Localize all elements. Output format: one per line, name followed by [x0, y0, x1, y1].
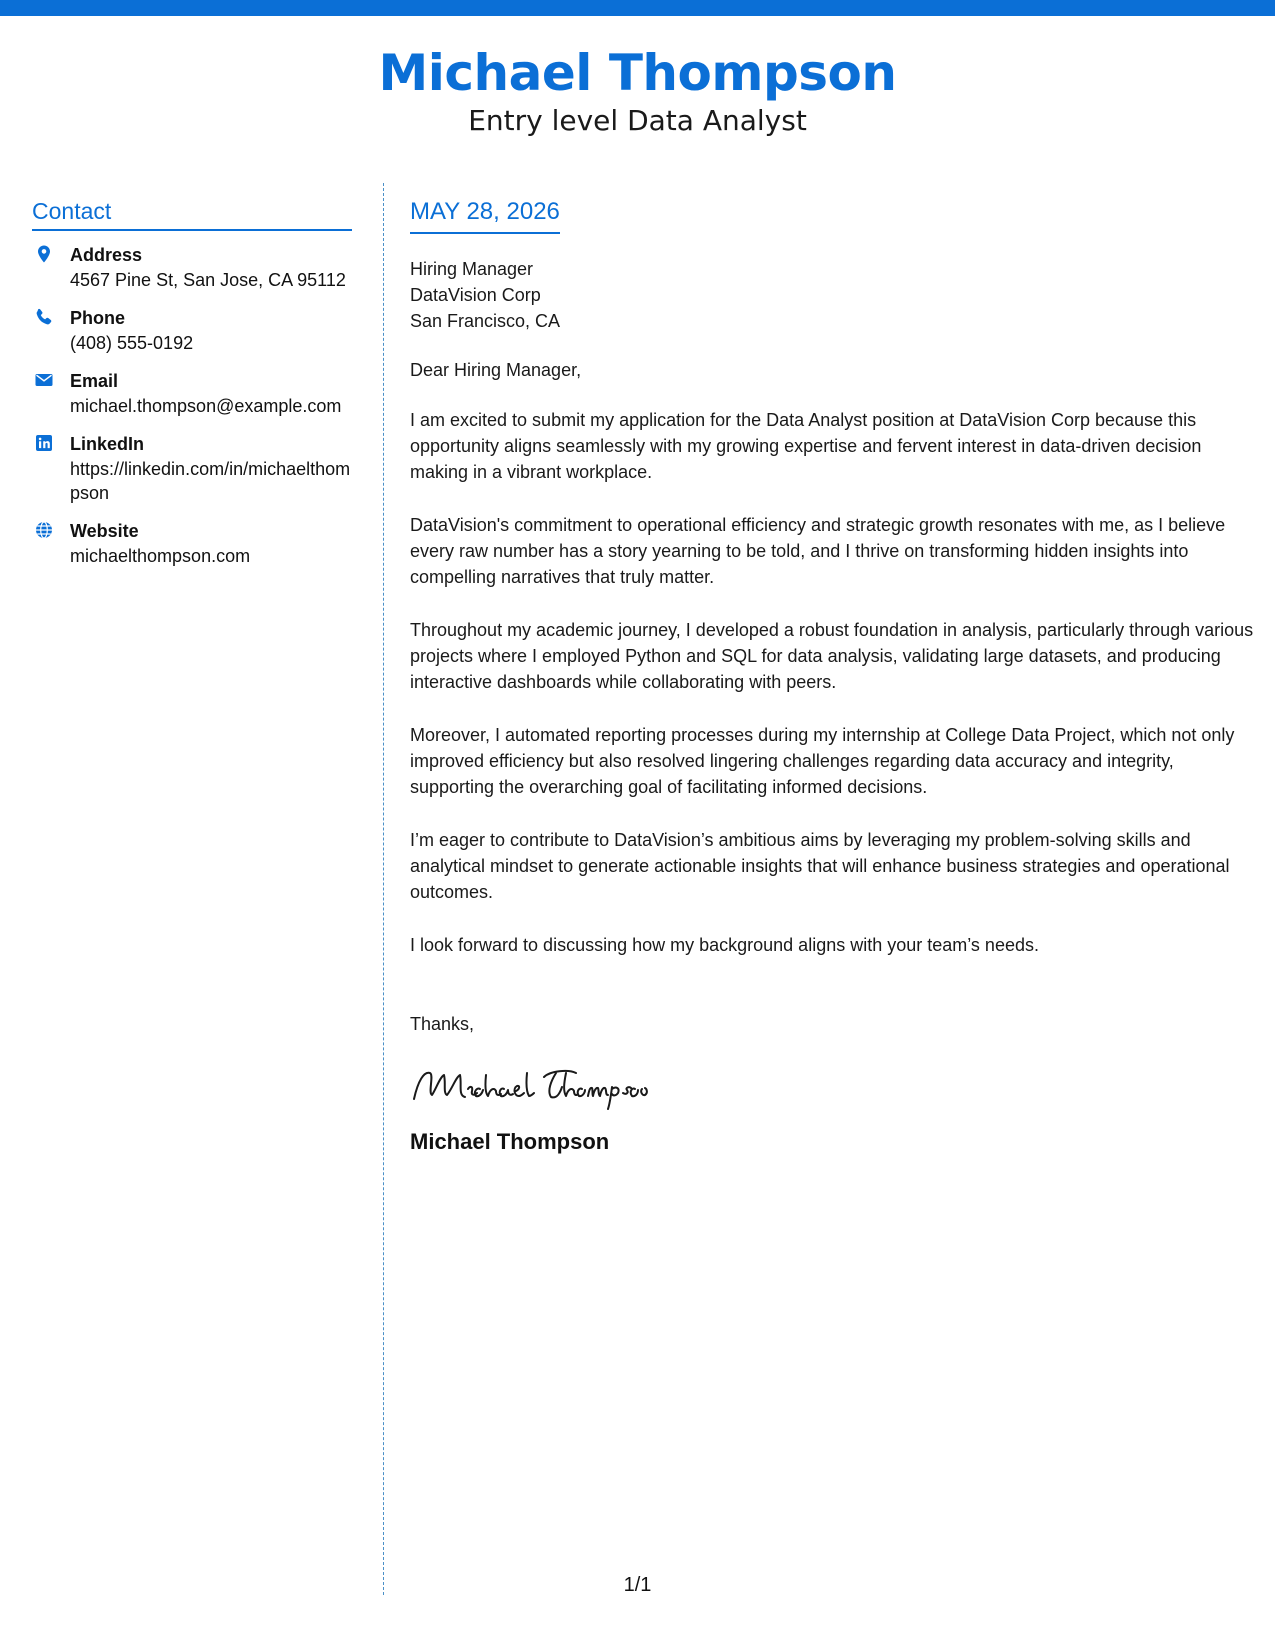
contact-item-phone	[32, 306, 352, 355]
body-paragraph: DataVision's commitment to operational efficiency and strategic growth resonates with me, as I believe every raw number has a story yearning to be told, and I thrive on transforming hidden insights into compelling narratives that truly matter.	[410, 515, 1226, 587]
applicant-title: Entry level Data Analyst	[468, 104, 807, 137]
letter-header	[0, 40, 1275, 138]
phone-label: Phone	[70, 308, 126, 328]
address-value: 4567 Pine St, San Jose, CA 95112	[70, 270, 346, 290]
contact-list	[32, 243, 352, 568]
globe-icon	[34, 520, 54, 540]
signer-name: Michael Thompson	[410, 1129, 610, 1154]
website-label: Website	[70, 521, 139, 541]
signature-graphic	[410, 1059, 680, 1111]
top-accent-bar	[0, 0, 1275, 16]
handwritten-signature	[410, 1059, 1260, 1109]
recipient-line: San Francisco, CA	[410, 311, 561, 331]
contact-item-address	[32, 243, 352, 292]
body-paragraph: Throughout my academic journey, I developed a robust foundation in analysis, particularly through various projects where I employed Python and SQL for data analysis, validating large datasets, and producing interactive dashboards while collaborating with peers.	[410, 620, 1254, 692]
linkedin-value[interactable]: https://linkedin.com/in/michaelthompson	[70, 459, 351, 503]
body-paragraph: Moreover, I automated reporting processes during my internship at College Data Project, which not only improved efficiency but also resolved lingering challenges regarding data accuracy and integrity, supporting the overarching goal of facilitating informed decisions.	[410, 725, 1235, 797]
closing: Thanks,	[410, 1014, 475, 1034]
location-pin-icon	[34, 244, 54, 264]
letter-date: MAY 28, 2026	[410, 196, 560, 234]
contact-item-website	[32, 519, 352, 568]
column-divider	[383, 183, 384, 1595]
linkedin-label: LinkedIn	[70, 434, 145, 454]
recipient-block	[410, 256, 1260, 334]
email-value[interactable]: michael.thompson@example.com	[70, 396, 342, 416]
greeting: Dear Hiring Manager,	[410, 360, 582, 380]
body-paragraph: I’m eager to contribute to DataVision’s ambitious aims by leveraging my problem-solving skills and analytical mindset to generate actionable insights that will enhance business strategies and operational outcomes.	[410, 830, 1230, 902]
recipient-line: Hiring Manager	[410, 259, 534, 279]
contact-item-email	[32, 369, 352, 418]
body-paragraph: I look forward to discussing how my background aligns with your team’s needs.	[410, 935, 1039, 955]
letter-body	[410, 196, 1260, 1157]
contact-sidebar	[32, 196, 352, 582]
contact-heading: Contact	[32, 196, 352, 231]
page-number: 1/1	[623, 1574, 652, 1596]
linkedin-icon	[34, 433, 54, 453]
address-label: Address	[70, 245, 143, 265]
recipient-line: DataVision Corp	[410, 285, 541, 305]
applicant-name: Michael Thompson	[378, 44, 897, 102]
envelope-icon	[34, 370, 54, 390]
email-label: Email	[70, 371, 119, 391]
body-paragraph: I am excited to submit my application for the Data Analyst position at DataVision Corp because this opportunity aligns seamlessly with my growing expertise and fervent interest in data-driven decision making in a vibrant workplace.	[410, 410, 1202, 482]
phone-value: (408) 555-0192	[70, 333, 194, 353]
contact-item-linkedin	[32, 432, 352, 505]
phone-icon	[34, 307, 54, 327]
website-value[interactable]: michaelthompson.com	[70, 546, 251, 566]
